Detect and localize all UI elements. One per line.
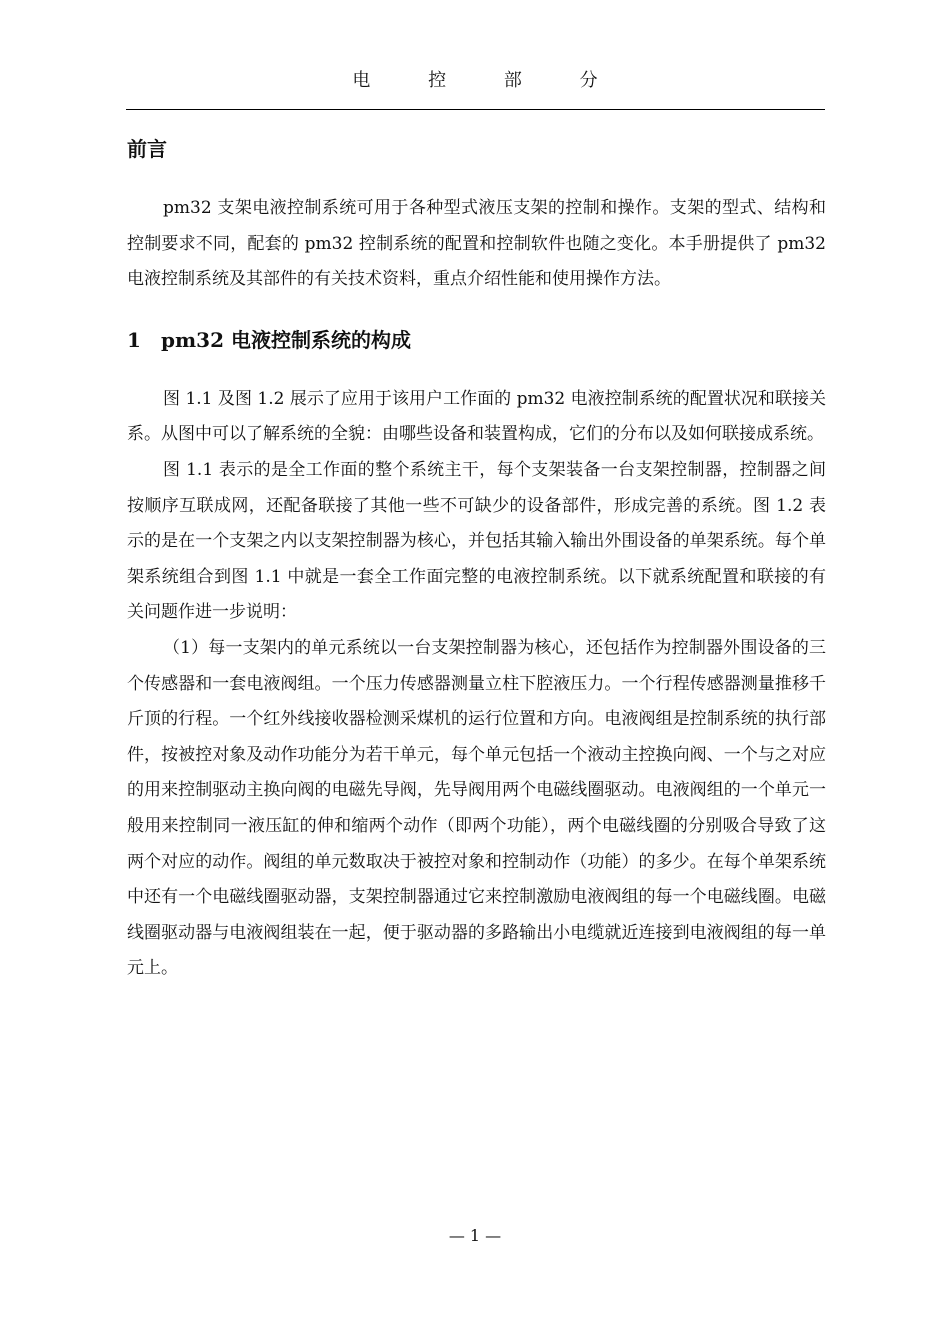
section-heading (127, 323, 826, 357)
section-paragraph-3: （1）每一支架内的单元系统以一台支架控制器为核心，还包括作为控制器外围设备的三个传感器和一套电液阀组。一个压力传感器测量立柱下腔液压力。一个行程传感器测量推移千斤顶的行程。一个红外线接收器检测采煤机的运行位置和方向。电液阀组是控制系统的执行部件，按被控对象及动作功能分为若干单元，每个单元包括一个液动主控换向阀、一个与之对应的用来控制驱动主换向阀的电磁先导阀，先导阀用两个电磁线圈驱动。电液阀组的一个单元一般用来控制同一液压缸的伸和缩两个动作（即两个功能），两个电磁线圈的分别吸合导致了这两个对应的动作。阀组的单元数取决于被控对象和控制动作（功能）的多少。在每个单架系统中还有一个电磁线圈驱动器，支架控制器通过它来控制激励电液阀组的每一个电磁线圈。电磁线圈驱动器与电液阀组装在一起，便于驱动器的多路输出小电缆就近连接到电液阀组的每一单元上。 (127, 637, 826, 979)
page-header-title: 电 控 部 分 (352, 70, 624, 91)
section-number: 1 (127, 327, 141, 352)
document-body (127, 132, 826, 987)
preface-heading: 前言 (127, 137, 167, 161)
section-paragraph-2: 图 1.1 表示的是全工作面的整个系统主干，每个支架装备一台支架控制器，控制器之间按顺序互联成网，还配备联接了其他一些不可缺少的设备部件，形成完善的系统。图 1.2 表示的是在一个支架之内以支架控制器为核心，并包括其输入输出外围设备的单架系统。每个单架系统组合到图 1.1 中就是一套全工作面完整的电液控制系统。以下就系统配置和联接的有关问题作进一步说明： (127, 459, 826, 623)
page-number: — 1 — (448, 1226, 502, 1245)
header-divider (126, 109, 825, 110)
preface-paragraph: pm32 支架电液控制系统可用于各种型式液压支架的控制和操作。支架的型式、结构和控制要求不同，配套的 pm32 控制系统的配置和控制软件也随之变化。本手册提供了 pm32 电液控制系统及其部件的有关技术资料，重点介绍性能和使用操作方法。 (127, 198, 826, 290)
section-paragraph-1: 图 1.1 及图 1.2 展示了应用于该用户工作面的 pm32 电液控制系统的配置状况和联接关系。从图中可以了解系统的全貌：由哪些设备和装置构成，它们的分布以及如何联接成系统。 (127, 388, 826, 445)
section-title: pm32 电液控制系统的构成 (161, 327, 411, 352)
